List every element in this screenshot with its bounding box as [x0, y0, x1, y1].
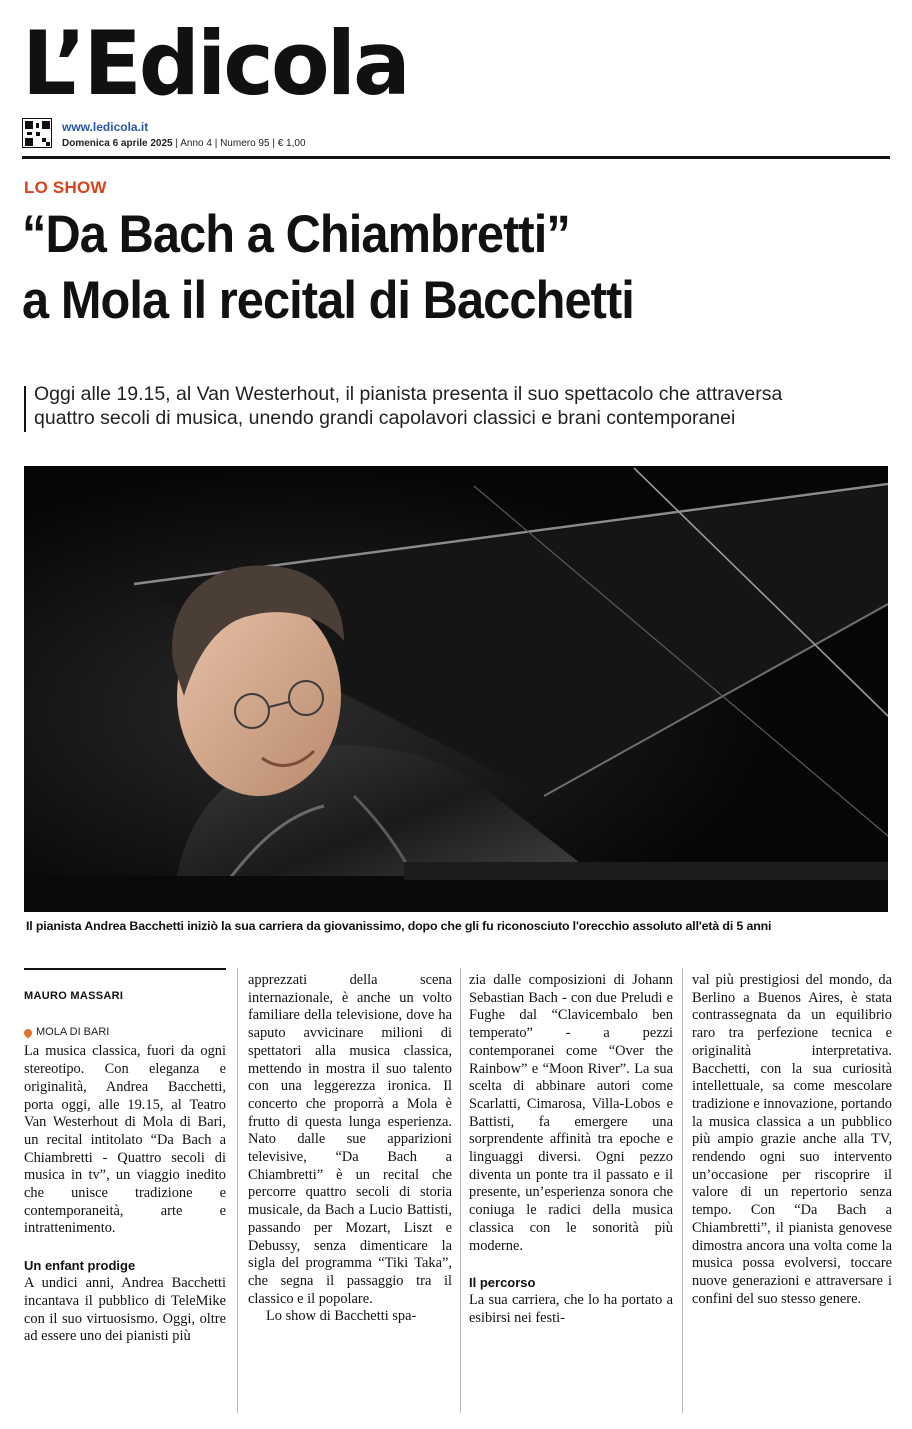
subtitle-line-1: Oggi alle 19.15, al Van Westerhout, il pianista presenta il suo spettacolo che attraversa [34, 383, 783, 405]
paragraph: A undici anni, Andrea Bacchetti incantava il pubblico di TeleMike con il suo virtuosismo. Oggi, oltre ad essere uno dei pianisti più [24, 1275, 226, 1345]
article-headline [22, 202, 822, 334]
column-separator [237, 968, 238, 1413]
edition-date: Domenica 6 aprile 2025 [62, 138, 173, 149]
edition-info [62, 138, 306, 149]
photo-caption: Il pianista Andrea Bacchetti iniziò la sua carriera da giovanissimo, dopo che gli fu riconosciuto l'orecchio assoluto all'età di 5 anni [26, 919, 772, 933]
subheading-il-percorso: Il percorso [469, 1275, 536, 1291]
masthead-rule [22, 156, 890, 159]
location-pin-icon [22, 1027, 33, 1038]
masthead [22, 14, 892, 164]
pianist-photo-illustration [24, 466, 888, 912]
article-photo[interactable] [24, 466, 888, 912]
subtitle-bar [24, 386, 26, 432]
paragraph: val più prestigiosi del mondo, da Berlino a Buenos Aires, è stata contrassegnata da un equilibrio raro tra perfezione tecnica e originalità interpretativa. Bacchetti, con la sua curiosità intellettuale, sa come mescolare tradizione e innovazione, portando la musica classica a un pubblico più ampio grazie anche alla TV, rendendo ogni suo intervento un’occasione per riscoprire il valore di un repertorio senza tempo. Con “Da Bach a Chiambretti”, il pianista genovese dimostra ancora una volta come la musica possa evolversi, toccare nuove generazioni e attraversare i confini del suo stesso genere. [692, 972, 892, 1307]
column-separator [682, 968, 683, 1413]
column-separator [460, 968, 461, 1413]
paragraph: Lo show di Bacchetti spa- [266, 1308, 417, 1325]
headline-line-2: a Mola il recital di Bacchetti [22, 271, 634, 330]
article-column-1 [24, 968, 226, 1346]
paragraph: apprezzati della scena internazionale, è anche un volto familiare della televisione, dove ha saputo avvicinare milioni di spettatori alla musica classica, mettendo in mostra il suo talento con una leggerezza ironica. Il concerto che proporrà a Mola è frutto di questa lunga esperienza. Nato dalle sue apparizioni televisive, “Da Bach a Chiambretti” è un recital che percorre quattro secoli di storia musicale, da Bach a Lucio Battisti, passando per Mozart, Liszt e Debussy, senza dimenticare la sigla del programma “Tiki Taka”, che segna il passaggio tra il classico e il popolare. [248, 972, 452, 1307]
article-column-2 [248, 972, 452, 1326]
subtitle-line-2: quattro secoli di musica, unendo grandi capolavori classici e brani contemporanei [34, 407, 736, 429]
dateline-place: MOLA DI BARI [36, 1025, 110, 1038]
subheading-enfant-prodige: Un enfant prodige [24, 1258, 136, 1274]
paragraph: La musica classica, fuori da ogni stereotipo. Con eleganza e originalità, Andrea Bacchetti, porta oggi, alle 19.15, al Teatro Van Westerhout di Mola di Bari, un recital intitolato “Da Bach a Chiambretti - Quattro secoli di musica in tv”, un viaggio inedito che unisce tradizione e contemporaneità, arte e intrattenimento. [24, 1043, 226, 1237]
article-column-4 [692, 972, 892, 1308]
edition-details: | Anno 4 | Numero 95 | € 1,00 [172, 138, 306, 149]
paragraph: La sua carriera, che lo ha portato a esibirsi nei festi- [469, 1292, 673, 1326]
dateline [24, 1024, 226, 1042]
author-byline: MAURO MASSARI [24, 968, 226, 1014]
paragraph: zia dalle composizioni di Johann Sebastian Bach - con due Preludi e Fughe dal “Clavicembalo ben temperato” - a pezzi contemporanei come “Over the Rainbow” e “Moon River”. La sua scelta di abbinare autori come Scarlatti, Cimarosa, Villa-Lobos e Battisti, fa emergere una sorprendente affinità tra epoche e linguaggi diversi. Ogni pezzo diventa un ponte tra il passato e il presente, un’esperienza sonora che coniuga le radici della musica classica con le sonorità più moderne. [469, 972, 673, 1254]
qr-code-icon[interactable] [22, 118, 52, 148]
section-kicker: LO SHOW [24, 178, 107, 197]
website-link[interactable]: www.ledicola.it [62, 120, 149, 134]
headline-line-1: “Da Bach a Chiambretti” [22, 205, 570, 264]
article-column-3 [469, 972, 673, 1328]
newspaper-logo[interactable]: L’Edicola [22, 12, 408, 115]
article-subtitle [34, 382, 894, 430]
